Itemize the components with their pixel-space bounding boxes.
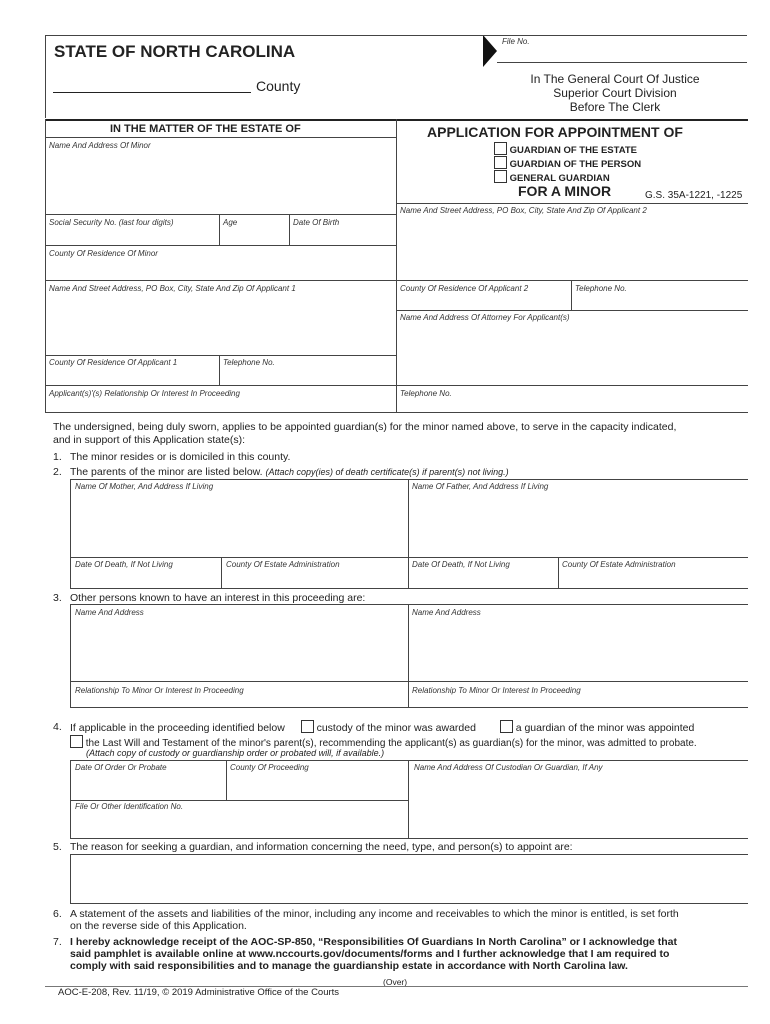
guardian-estate-label: GUARDIAN OF THE ESTATE <box>509 145 638 156</box>
relationship-label: Applicant(s)'(s) Relationship Or Interest In Proceeding <box>49 389 240 398</box>
relationship-label-2: Relationship To Minor Or Interest In Proceeding <box>412 686 581 695</box>
dod-father-label: Date Of Death, If Not Living <box>412 560 510 569</box>
item2-line <box>70 466 509 478</box>
estate-mother-label: County Of Estate Administration <box>226 560 340 569</box>
for-a-minor: FOR A MINOR <box>518 183 612 199</box>
minor-name-address-label: Name And Address Of Minor <box>49 141 151 150</box>
estate-of-title: IN THE MATTER OF THE ESTATE OF <box>110 123 301 135</box>
applicant2-address-field[interactable] <box>397 216 747 279</box>
county-field[interactable] <box>53 92 251 93</box>
court-line-2: Superior Court Division <box>553 86 677 100</box>
file-no-marker-icon <box>483 35 497 67</box>
interested-name-label-2: Name And Address <box>412 608 481 617</box>
application-title: APPLICATION FOR APPOINTMENT OF <box>427 124 683 140</box>
item7-line-1: I hereby acknowledge receipt of the AOC-SP-850, “Responsibilities Of Guardians In North Carolina” or I acknowledge that <box>70 936 677 948</box>
item6-line-2: on the reverse side of this Application. <box>70 920 247 932</box>
guardian-person-label: GUARDIAN OF THE PERSON <box>509 159 642 170</box>
item4-note: (Attach copy of custody or guardianship order or probated will, if available.) <box>86 748 385 758</box>
intro-line-2: and in support of this Application state(s): <box>53 434 246 446</box>
intro-line-1: The undersigned, being duly sworn, applies to be appointed guardian(s) for the minor named above, to serve in the capacity indicated, <box>53 421 677 433</box>
county-label: County <box>256 78 301 94</box>
county-applicant1-label: County Of Residence Of Applicant 1 <box>49 358 178 367</box>
applicant2-address-label: Name And Street Address, PO Box, City, State And Zip Of Applicant 2 <box>400 206 647 215</box>
item1-text: The minor resides or is domiciled in this county. <box>70 451 291 463</box>
relationship-label-1: Relationship To Minor Or Interest In Proceeding <box>75 686 244 695</box>
interested-person-2-field[interactable] <box>409 618 747 680</box>
age-label: Age <box>223 218 238 227</box>
item4-intro: If applicable in the proceeding identified below <box>70 722 285 734</box>
custody-checkbox[interactable] <box>301 720 314 733</box>
custody-label: custody of the minor was awarded <box>316 722 476 734</box>
custodian-field[interactable] <box>409 774 747 836</box>
dob-label: Date Of Birth <box>293 218 340 227</box>
general-guardian-label: GENERAL GUARDIAN <box>509 173 610 184</box>
item1-number: 1. <box>53 451 62 463</box>
file-no-label: File No. <box>502 37 530 46</box>
option-guardian-person[interactable] <box>494 156 641 170</box>
item7-line-2: said pamphlet is available online at www.nccourts.gov/documents/forms and I further acknowledge that I am required to <box>70 948 670 960</box>
item3-number: 3. <box>53 592 62 604</box>
item4-line-1 <box>70 720 694 734</box>
mother-field[interactable] <box>71 492 407 556</box>
option-general-guardian[interactable] <box>494 170 610 184</box>
dod-mother-label: Date Of Death, If Not Living <box>75 560 173 569</box>
guardian-appointed-label: a guardian of the minor was appointed <box>515 722 695 734</box>
telephone3-label: Telephone No. <box>400 389 452 398</box>
date-order-label: Date Of Order Or Probate <box>75 763 167 772</box>
guardian-appointed-checkbox[interactable] <box>500 720 513 733</box>
county-applicant2-label: County Of Residence Of Applicant 2 <box>400 284 529 293</box>
applicant1-address-label: Name And Street Address, PO Box, City, State And Zip Of Applicant 1 <box>49 284 296 293</box>
item7-line-3: comply with said responsibilities and to manage the guardianship estate in accordance with North Carolina law. <box>70 960 628 972</box>
father-field[interactable] <box>409 492 747 556</box>
applicant1-address-field[interactable] <box>46 294 395 354</box>
option-guardian-estate[interactable] <box>494 142 637 156</box>
reason-field[interactable] <box>71 855 747 902</box>
interested-name-label-1: Name And Address <box>75 608 144 617</box>
telephone1-label: Telephone No. <box>223 358 275 367</box>
telephone2-label: Telephone No. <box>575 284 627 293</box>
item6-number: 6. <box>53 908 62 920</box>
guardian-estate-checkbox[interactable] <box>494 142 507 155</box>
item5-text: The reason for seeking a guardian, and information concerning the need, type, and person(s) to appoint are: <box>70 841 573 853</box>
item3-text: Other persons known to have an interest in this proceeding are: <box>70 592 366 604</box>
over-label: (Over) <box>383 977 408 987</box>
ssn-label: Social Security No. (last four digits) <box>49 218 174 227</box>
item2-note: (Attach copy(ies) of death certificate(s) if parent(s) not living.) <box>265 467 509 477</box>
statute-ref: G.S. 35A-1221, -1225 <box>645 190 743 201</box>
guardian-person-checkbox[interactable] <box>494 156 507 169</box>
item6-line-1: A statement of the assets and liabilities of the minor, including any income and receivables to which the minor is entitled, is set forth <box>70 908 679 920</box>
item2-number: 2. <box>53 466 62 478</box>
will-probate-checkbox[interactable] <box>70 735 83 748</box>
attorney-label: Name And Address Of Attorney For Applicant(s) <box>400 313 570 322</box>
item4-number: 4. <box>53 721 62 733</box>
item2-text: The parents of the minor are listed below. <box>70 466 263 478</box>
county-minor-label: County Of Residence Of Minor <box>49 249 158 258</box>
general-guardian-checkbox[interactable] <box>494 170 507 183</box>
father-label: Name Of Father, And Address If Living <box>412 482 549 491</box>
mother-label: Name Of Mother, And Address If Living <box>75 482 214 491</box>
custodian-label: Name And Address Of Custodian Or Guardian, If Any <box>414 763 603 772</box>
state-title: STATE OF NORTH CAROLINA <box>54 42 296 61</box>
item7-number: 7. <box>53 936 62 948</box>
county-proceeding-label: County Of Proceeding <box>230 763 309 772</box>
item5-number: 5. <box>53 841 62 853</box>
minor-name-address-field[interactable] <box>46 151 395 213</box>
will-probate-label: the Last Will and Testament of the minor's parent(s), recommending the applicant(s) as guardian(s) for the minor, was admitted to probate. <box>85 738 697 749</box>
estate-father-label: County Of Estate Administration <box>562 560 676 569</box>
court-line-3: Before The Clerk <box>569 100 661 114</box>
court-line-1: In The General Court Of Justice <box>530 72 700 86</box>
file-id-label: File Or Other Identification No. <box>75 802 184 811</box>
attorney-field[interactable] <box>397 323 747 383</box>
form-id: AOC-E-208, Rev. 11/19, © 2019 Administrative Office of the Courts <box>58 987 340 998</box>
interested-person-1-field[interactable] <box>71 618 407 680</box>
